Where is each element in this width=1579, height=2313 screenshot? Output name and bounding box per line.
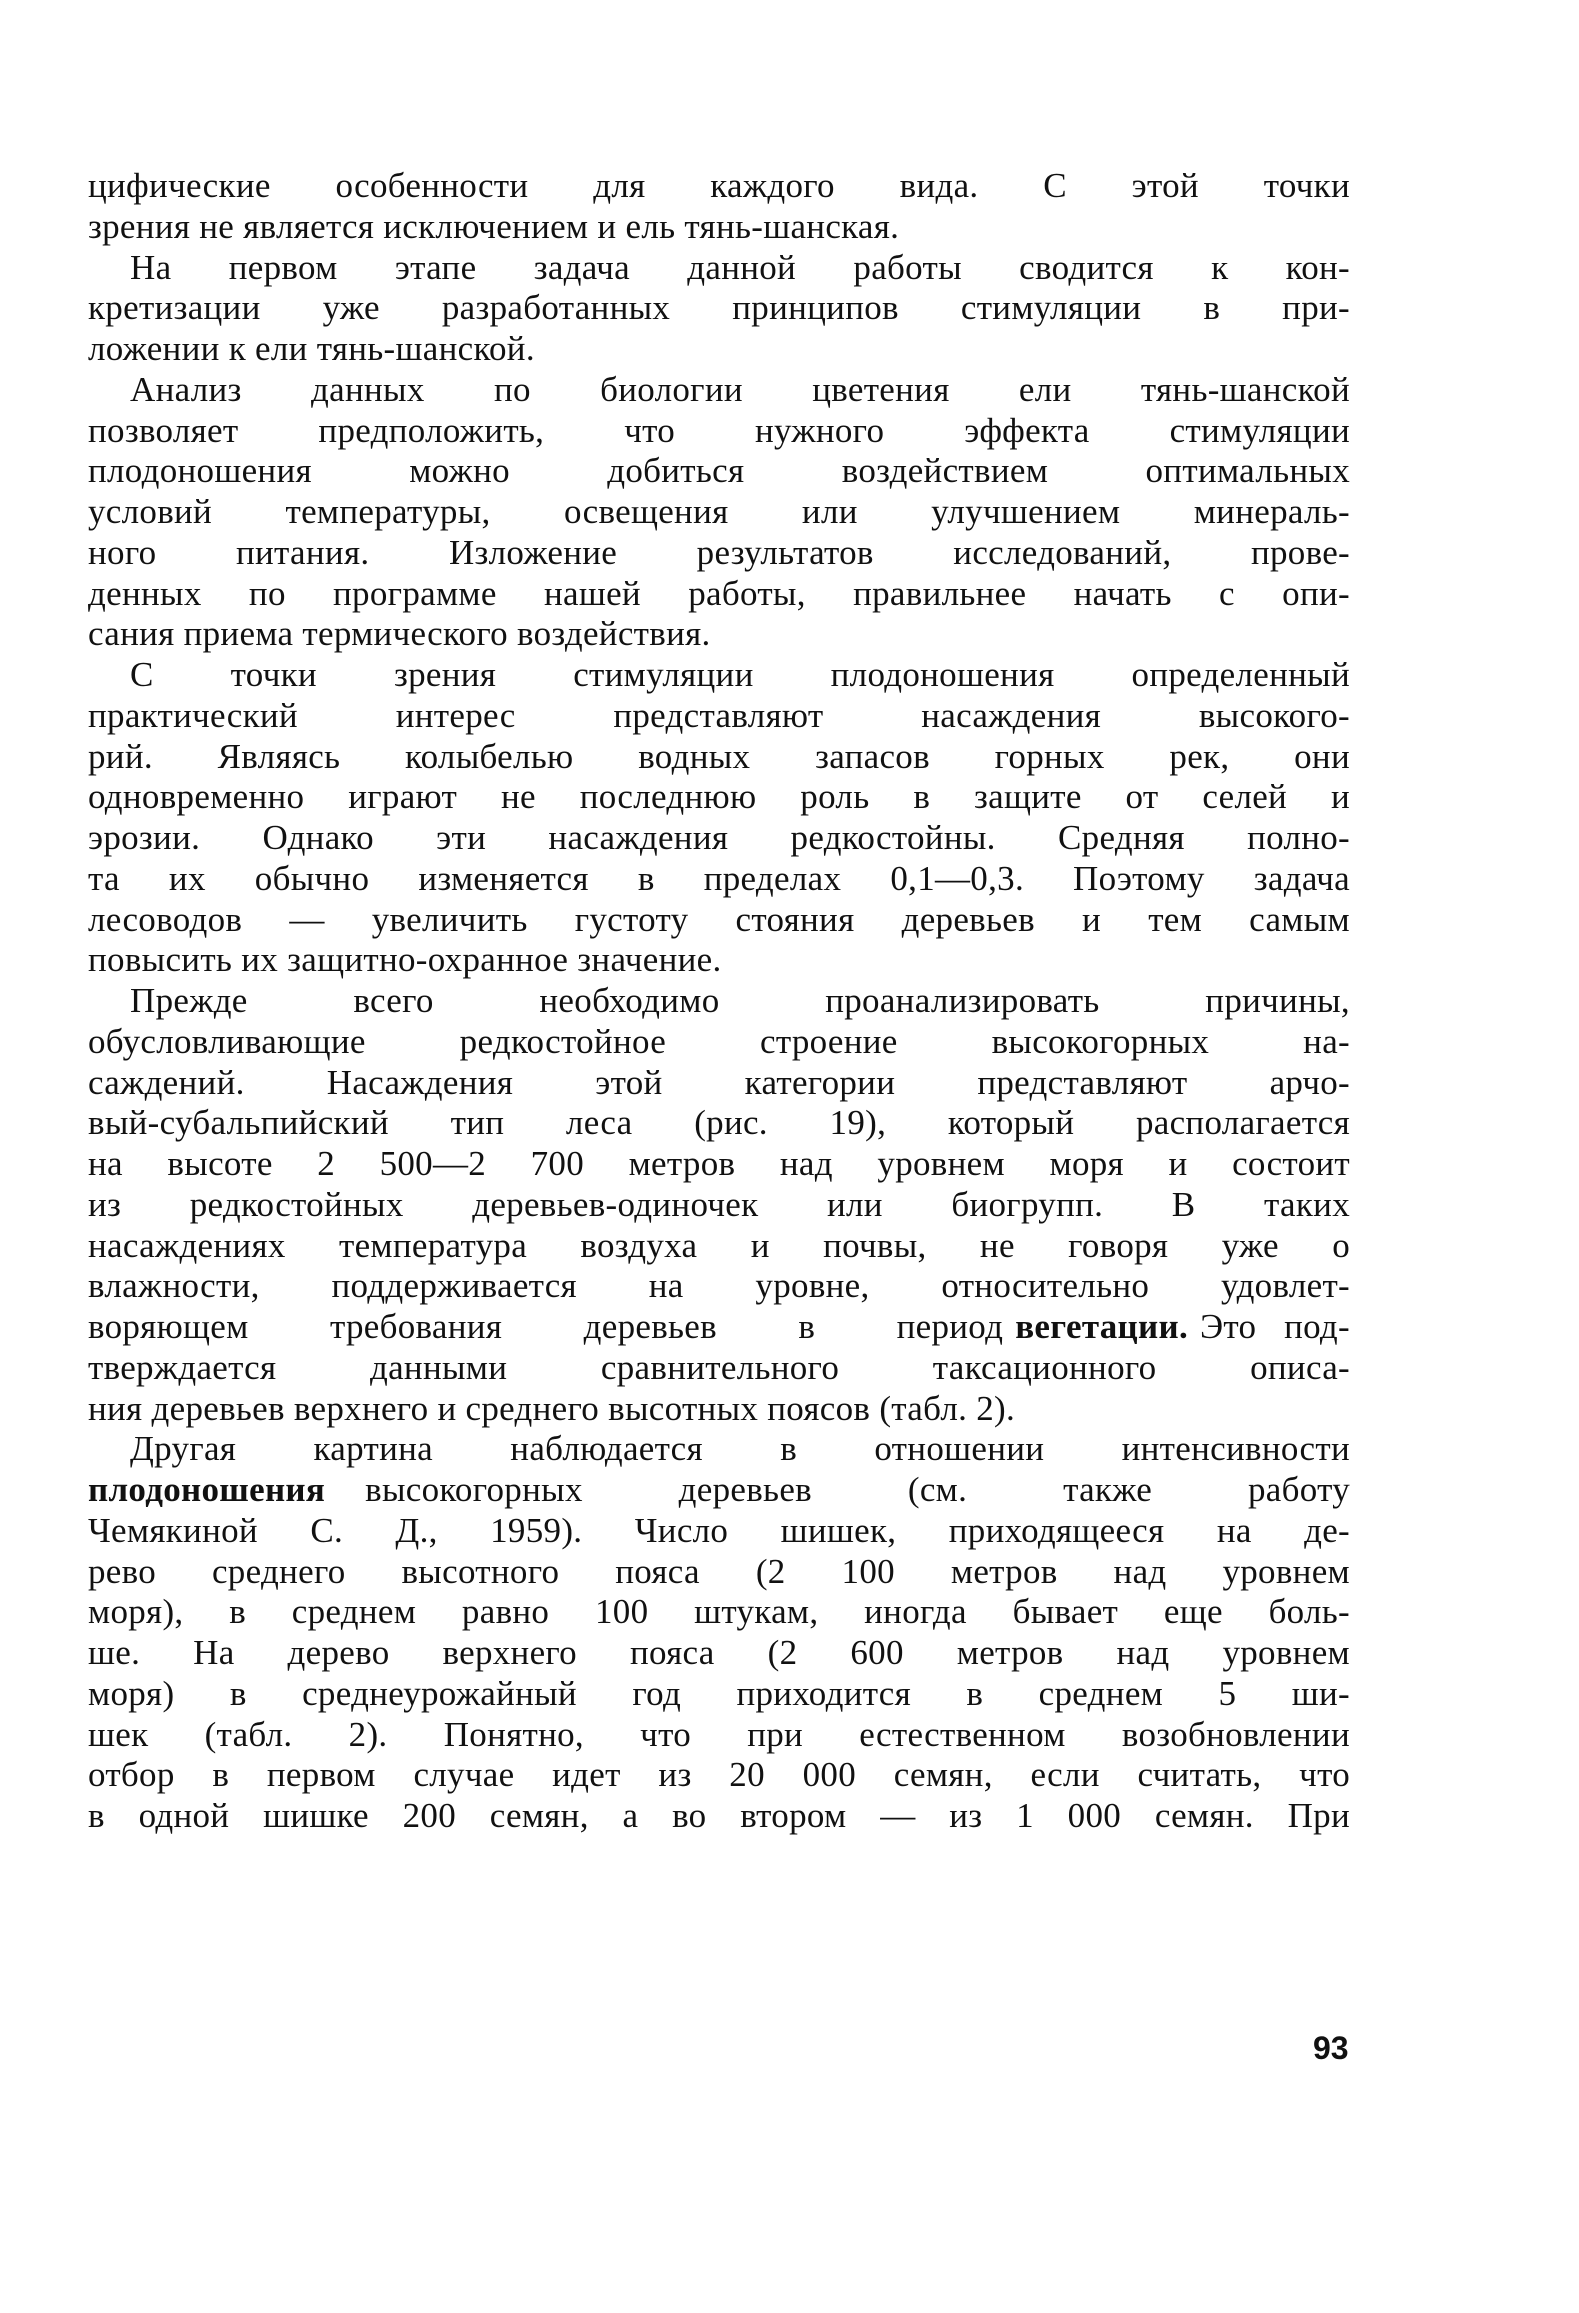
- text-line: Прежде всего необходимо проанализировать причины,: [130, 981, 1350, 1020]
- text-line: ше. На дерево верхнего пояса (2 600 метров над уровнем: [88, 1633, 1350, 1672]
- text-line: ложении к ели тянь-шанской.: [88, 329, 535, 368]
- text-line: моря), в среднем равно 100 штукам, иногда бывает еще боль-: [88, 1592, 1350, 1632]
- text-line: позволяет предположить, что нужного эффекта стимуляции: [88, 410, 1350, 450]
- bold-term: плодоношения: [88, 1470, 326, 1509]
- text-line: эрозии. Однако эти насаждения редкостойны. Средняя полно-: [88, 818, 1350, 857]
- text-span: [1188, 1307, 1350, 1348]
- word: деревьев: [678, 1470, 812, 1509]
- word: в: [798, 1307, 816, 1346]
- text-line: сания приема термического воздействия.: [88, 614, 711, 654]
- paragraph: [88, 981, 1350, 1429]
- text-line: повысить их защитно-охранное значение.: [88, 940, 722, 980]
- text-line: ного питания. Изложение результатов исследований, прове-: [88, 532, 1350, 572]
- text-line: лесоводов — увеличить густоту стояния деревьев и тем самым: [88, 899, 1350, 939]
- text-line: саждений. Насаждения этой категории представляют арчо-: [88, 1062, 1350, 1102]
- paragraph: [88, 1429, 1350, 1837]
- text-line: условий температуры, освещения или улучшением минераль-: [88, 492, 1350, 531]
- text-line: шек (табл. 2). Понятно, что при естественном возобновлении: [88, 1714, 1350, 1754]
- word: под-: [1284, 1307, 1350, 1346]
- word: высокогорных: [365, 1470, 583, 1509]
- text-line: та их обычно изменяется в пределах 0,1—0,3. Поэтому задача: [88, 858, 1350, 898]
- text-line: рево среднего высотного пояса (2 100 метров над уровнем: [88, 1551, 1350, 1591]
- text-line: практический интерес представляют насаждения высокого-: [88, 695, 1350, 735]
- text-line: [88, 1307, 1350, 1348]
- text-line: моря) в среднеурожайный год приходится в среднем 5 ши-: [88, 1673, 1350, 1713]
- text-span: [88, 1307, 1003, 1348]
- bold-term: вегетации.: [1015, 1307, 1188, 1346]
- word: Это: [1200, 1307, 1257, 1346]
- text-line: отбор в первом случае идет из 20 000 семян, если считать, что: [88, 1755, 1350, 1795]
- text-line: кретизации уже разработанных принципов стимуляции в при-: [88, 288, 1350, 328]
- word: воряющем: [88, 1307, 249, 1346]
- paragraph: [88, 655, 1350, 981]
- word: деревьев: [583, 1307, 717, 1346]
- text-line: цифические особенности для каждого вида. С этой точки: [88, 166, 1350, 205]
- text-span: [325, 1470, 1350, 1511]
- text-line: вый-субальпийский тип леса (рис. 19), который располагается: [88, 1103, 1350, 1143]
- page-number: 93: [1313, 2030, 1349, 2066]
- text-line: ния деревьев верхнего и среднего высотных поясов (табл. 2).: [88, 1388, 1016, 1428]
- word: (см.: [907, 1470, 968, 1509]
- text-line: на высоте 2 500—2 700 метров над уровнем моря и состоит: [88, 1144, 1350, 1183]
- text-line: в одной шишке 200 семян, а во втором — из 1 000 семян. При: [88, 1796, 1350, 1835]
- text-line: влажности, поддерживается на уровне, относительно удовлет-: [88, 1266, 1350, 1306]
- paragraph: [88, 166, 1350, 248]
- word: также: [1063, 1470, 1153, 1509]
- text-line: На первом этапе задача данной работы сводится к кон-: [130, 247, 1350, 287]
- text-line: Чемякиной С. Д., 1959). Число шишек, приходящееся на де-: [88, 1510, 1350, 1550]
- text-line: Анализ данных по биологии цветения ели тянь-шанской: [130, 369, 1350, 409]
- text-line: денных по программе нашей работы, правильнее начать с опи-: [88, 573, 1350, 613]
- text-line: зрения не является исключением и ель тянь-шанская.: [88, 206, 900, 246]
- text-line: тверждается данными сравнительного таксационного описа-: [88, 1347, 1350, 1387]
- word: требования: [329, 1307, 503, 1346]
- page-body: [88, 166, 1350, 1837]
- paragraph: [88, 370, 1350, 655]
- text-line: плодоношения можно добиться воздействием оптимальных: [88, 451, 1350, 491]
- text-line: Другая картина наблюдается в отношении интенсивности: [130, 1429, 1350, 1469]
- text-line: С точки зрения стимуляции плодоношения определенный: [130, 655, 1350, 694]
- text-line: из редкостойных деревьев-одиночек или биогрупп. В таких: [88, 1184, 1350, 1224]
- text-line: [88, 1470, 1350, 1511]
- text-line: обусловливающие редкостойное строение высокогорных на-: [88, 1021, 1350, 1061]
- paragraph: [88, 248, 1350, 370]
- text-line: рий. Являясь колыбелью водных запасов горных рек, они: [88, 736, 1350, 776]
- text-line: одновременно играют не последнюю роль в защите от селей и: [88, 777, 1350, 817]
- word: работу: [1247, 1470, 1350, 1509]
- text-line: насаждениях температура воздуха и почвы, не говоря уже о: [88, 1225, 1350, 1265]
- word: период: [896, 1307, 1004, 1346]
